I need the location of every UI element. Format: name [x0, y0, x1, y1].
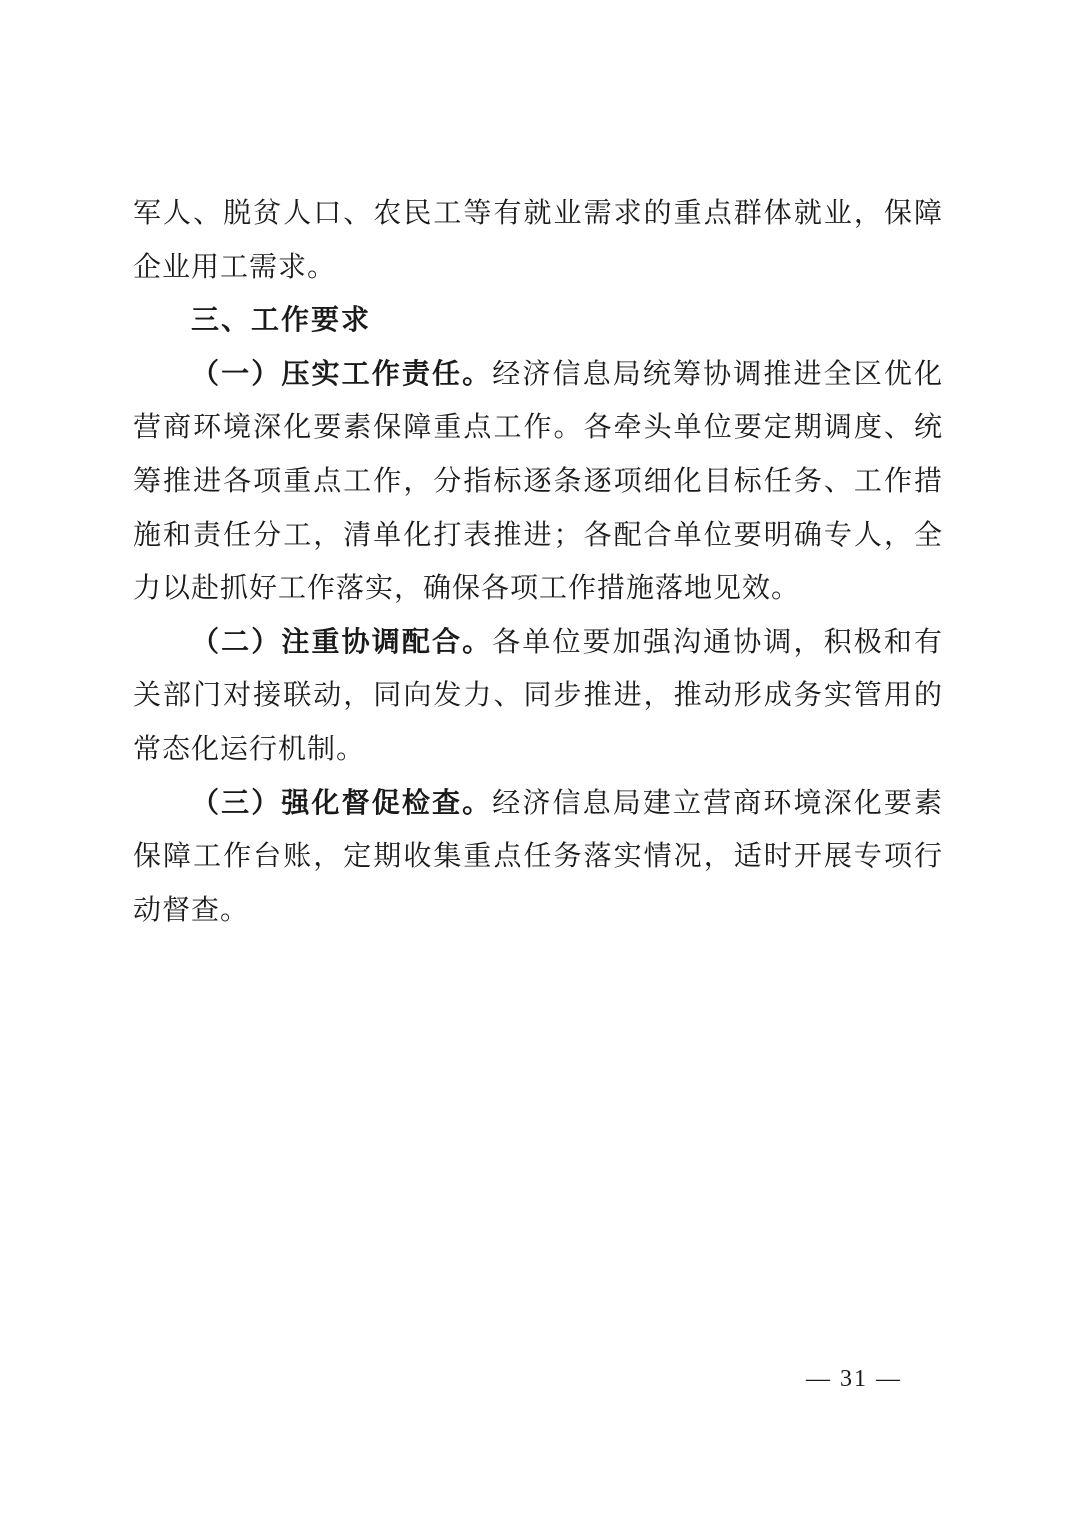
paragraph-responsibility-text: 经济信息局统筹协调推进全区优化营商环境深化要素保障重点工作。各牵头单位要定期调度、统筹推进各项重点工作，分指标逐条逐项细化目标任务、工作措施和责任分工，清单化打表推进；各配合单位要明确专人，全力以赴抓好工作落实，确保各项工作措施落地见效。	[133, 356, 943, 605]
paragraph-coordination	[133, 615, 943, 776]
sub-heading-supervision: （三）强化督促检查。	[191, 785, 493, 819]
page-number: — 31 —	[806, 1366, 902, 1392]
sub-heading-responsibility: （一）压实工作责任。	[191, 356, 493, 390]
paragraph-continuation: 军人、脱贫人口、农民工等有就业需求的重点群体就业，保障企业用工需求。	[133, 196, 943, 283]
section-heading: 三、工作要求	[191, 303, 372, 337]
paragraph-responsibility	[133, 347, 943, 615]
sub-heading-coordination: （二）注重协调配合。	[191, 624, 493, 658]
paragraph-supervision	[133, 776, 943, 937]
document-body	[133, 186, 943, 936]
paragraph-supervision-text: 经济信息局建立营商环境深化要素保障工作台账，定期收集重点任务落实情况，适时开展专项行动督查。	[133, 785, 943, 926]
paragraph-coordination-text: 各单位要加强沟通协调，积极和有关部门对接联动，同向发力、同步推进，推动形成务实管用的常态化运行机制。	[133, 624, 943, 765]
